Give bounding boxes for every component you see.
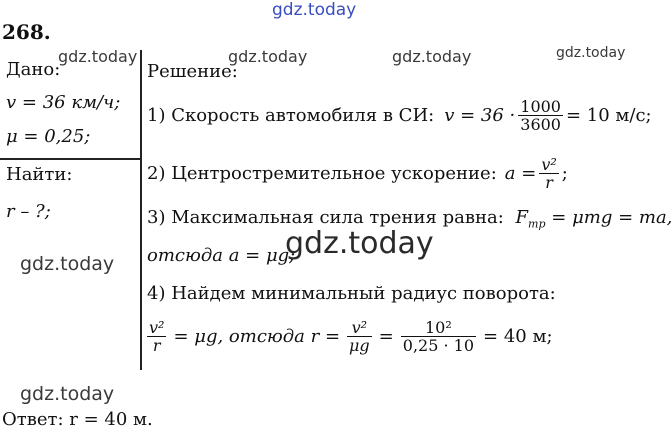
step2-end: ; xyxy=(561,163,568,184)
step3-rest: = μmg = ma, xyxy=(551,207,672,228)
eq-f2-den: μg xyxy=(349,336,370,355)
watermark-2: gdz.today xyxy=(228,47,308,66)
eq-fraction-1 xyxy=(147,320,166,354)
step2-lhs: a = xyxy=(504,163,537,184)
divider-horizontal xyxy=(0,158,141,160)
given-mu: μ = 0,25; xyxy=(6,126,91,147)
step3-subscript: тр xyxy=(528,217,546,231)
divider-vertical xyxy=(140,50,142,370)
watermark-1: gdz.today xyxy=(58,47,138,66)
watermark-3: gdz.today xyxy=(392,47,472,66)
eq-f1-den: r xyxy=(147,336,166,354)
step2-numerator: v² xyxy=(541,155,557,174)
eq-fraction-3 xyxy=(401,320,476,354)
find-title: Найти: xyxy=(6,164,73,185)
eq-fraction-2 xyxy=(347,320,372,354)
given-title: Дано: xyxy=(6,59,61,80)
step4-equation xyxy=(147,314,553,360)
watermark-center: gdz.today xyxy=(285,226,434,261)
step1-numerator: 1000 xyxy=(520,97,561,116)
answer: Ответ: r = 40 м. xyxy=(2,409,153,430)
step2-denominator: r xyxy=(539,173,558,191)
eq-f3-den: 0,25 · 10 xyxy=(402,336,475,355)
watermark-left: gdz.today xyxy=(20,253,115,275)
step3 xyxy=(147,208,672,235)
solution-title: Решение: xyxy=(147,61,238,82)
step3-text: 3) Максимальная сила трения равна: xyxy=(147,207,504,228)
step2 xyxy=(147,154,568,194)
watermark-4: gdz.today xyxy=(556,45,626,61)
eq-f2-num: v² xyxy=(351,318,368,337)
step1-fraction xyxy=(518,99,563,133)
given-v: v = 36 км/ч; xyxy=(6,92,121,113)
eq-f3-num: 10² xyxy=(425,318,452,337)
step3-formula xyxy=(515,207,672,231)
step4-text: 4) Найдем минимальный радиус поворота: xyxy=(147,283,556,304)
step1 xyxy=(147,96,652,136)
step2-text: 2) Центростремительное ускорение: xyxy=(147,163,497,184)
step3b: отсюда a = μg; xyxy=(147,245,296,266)
step3-force: F xyxy=(515,207,529,228)
step1-text: 1) Скорость автомобиля в СИ: xyxy=(147,105,435,126)
watermark-bottom: gdz.today xyxy=(20,383,115,405)
find-r: r – ?; xyxy=(6,201,51,222)
step1-lhs: v = 36 · xyxy=(444,105,516,126)
step2-fraction xyxy=(539,157,558,191)
eq-mid: = μg, отсюда r = xyxy=(173,326,341,347)
step1-rhs: = 10 м/с; xyxy=(565,105,652,126)
watermark-top: gdz.today xyxy=(272,0,357,20)
eq-f1-num: v² xyxy=(149,318,165,337)
step1-denominator: 3600 xyxy=(520,115,561,134)
eq-end: = 40 м; xyxy=(483,326,553,347)
problem-number: 268. xyxy=(2,20,51,44)
eq-equals: = xyxy=(378,326,394,347)
